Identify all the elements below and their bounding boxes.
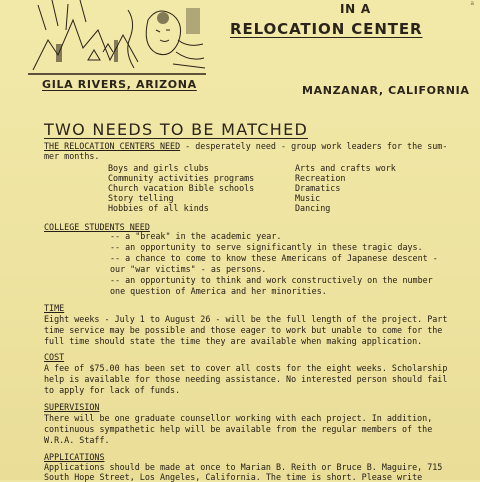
list-item: Story telling	[108, 193, 174, 203]
list-item: Hobbies of all kinds	[108, 203, 209, 213]
list-item: Boys and girls clubs	[108, 163, 209, 173]
cost-line: to apply for lack of funds.	[44, 385, 181, 395]
supervision-line: There will be one graduate counsellor working with each project. In addition,	[44, 413, 433, 423]
heading-in-a: IN A	[340, 2, 371, 16]
students-line: -- an opportunity to think and work constructively on the number	[110, 275, 433, 285]
cost-line: A fee of $75.00 has been set to cover all costs for the eight weeks. Scholarship	[44, 363, 448, 373]
students-line: our "war victims" - as persons.	[110, 264, 267, 274]
time-line: Eight weeks - July 1 to August 26 - will be the full length of the project. Part	[44, 314, 448, 324]
students-line: -- a chance to come to know these Americans of Japanese descent -	[110, 253, 438, 263]
activities-list-left	[108, 163, 254, 213]
applications-line: Applications should be made at once to Marian B. Reith or Bruce B. Maguire, 715	[44, 462, 443, 472]
supervision-label: SUPERVISION	[44, 402, 100, 412]
list-item: Recreation	[295, 173, 346, 183]
centers-line1: - desperately need - group work leaders for the sum-	[180, 141, 448, 151]
students-line: -- a "break" in the academic year.	[110, 231, 282, 241]
applications-line: South Hope Street, Los Angeles, California. The time is short. Please write	[44, 472, 423, 482]
time-line: full time should state the time they are available when making application.	[44, 336, 423, 346]
list-item: Community activities programs	[108, 173, 255, 183]
centers-label: THE RELOCATION CENTERS NEED	[44, 141, 181, 151]
list-item: Music	[295, 193, 321, 203]
heading-relocation-center: RELOCATION CENTER	[230, 20, 423, 38]
time-line: time service may be possible and those eager to work but unable to come for the	[44, 325, 443, 335]
location-manzanar: MANZANAR, CALIFORNIA	[302, 84, 470, 97]
time-label: TIME	[44, 303, 65, 313]
list-item: Dancing	[295, 203, 331, 213]
students-label: COLLEGE STUDENTS NEED	[44, 222, 150, 232]
corner-mark: a	[470, 0, 474, 7]
supervision-line: W.R.A. Staff.	[44, 435, 110, 445]
cost-line: help is available for those needing assistance. No interested person should fail	[44, 374, 448, 384]
centers-intro	[44, 141, 447, 151]
location-gila-rivers: GILA RIVERS, ARIZONA	[42, 78, 197, 91]
activities-list-right	[295, 163, 396, 213]
sketch-illustration	[28, 0, 208, 78]
applications-label: APPLICATIONS	[44, 452, 105, 462]
supervision-line: continuous sympathetic help will be available from the regular members of the	[44, 424, 433, 434]
page-title: TWO NEEDS TO BE MATCHED	[44, 120, 309, 139]
students-line: -- an opportunity to serve significantly in these tragic days.	[110, 242, 423, 252]
cost-label: COST	[44, 352, 65, 362]
centers-line2: mer months.	[44, 151, 100, 161]
list-item: Dramatics	[295, 183, 341, 193]
list-item: Arts and crafts work	[295, 163, 396, 173]
list-item: Church vacation Bible schools	[108, 183, 255, 193]
students-line: one question of America and her minorities.	[110, 286, 327, 296]
